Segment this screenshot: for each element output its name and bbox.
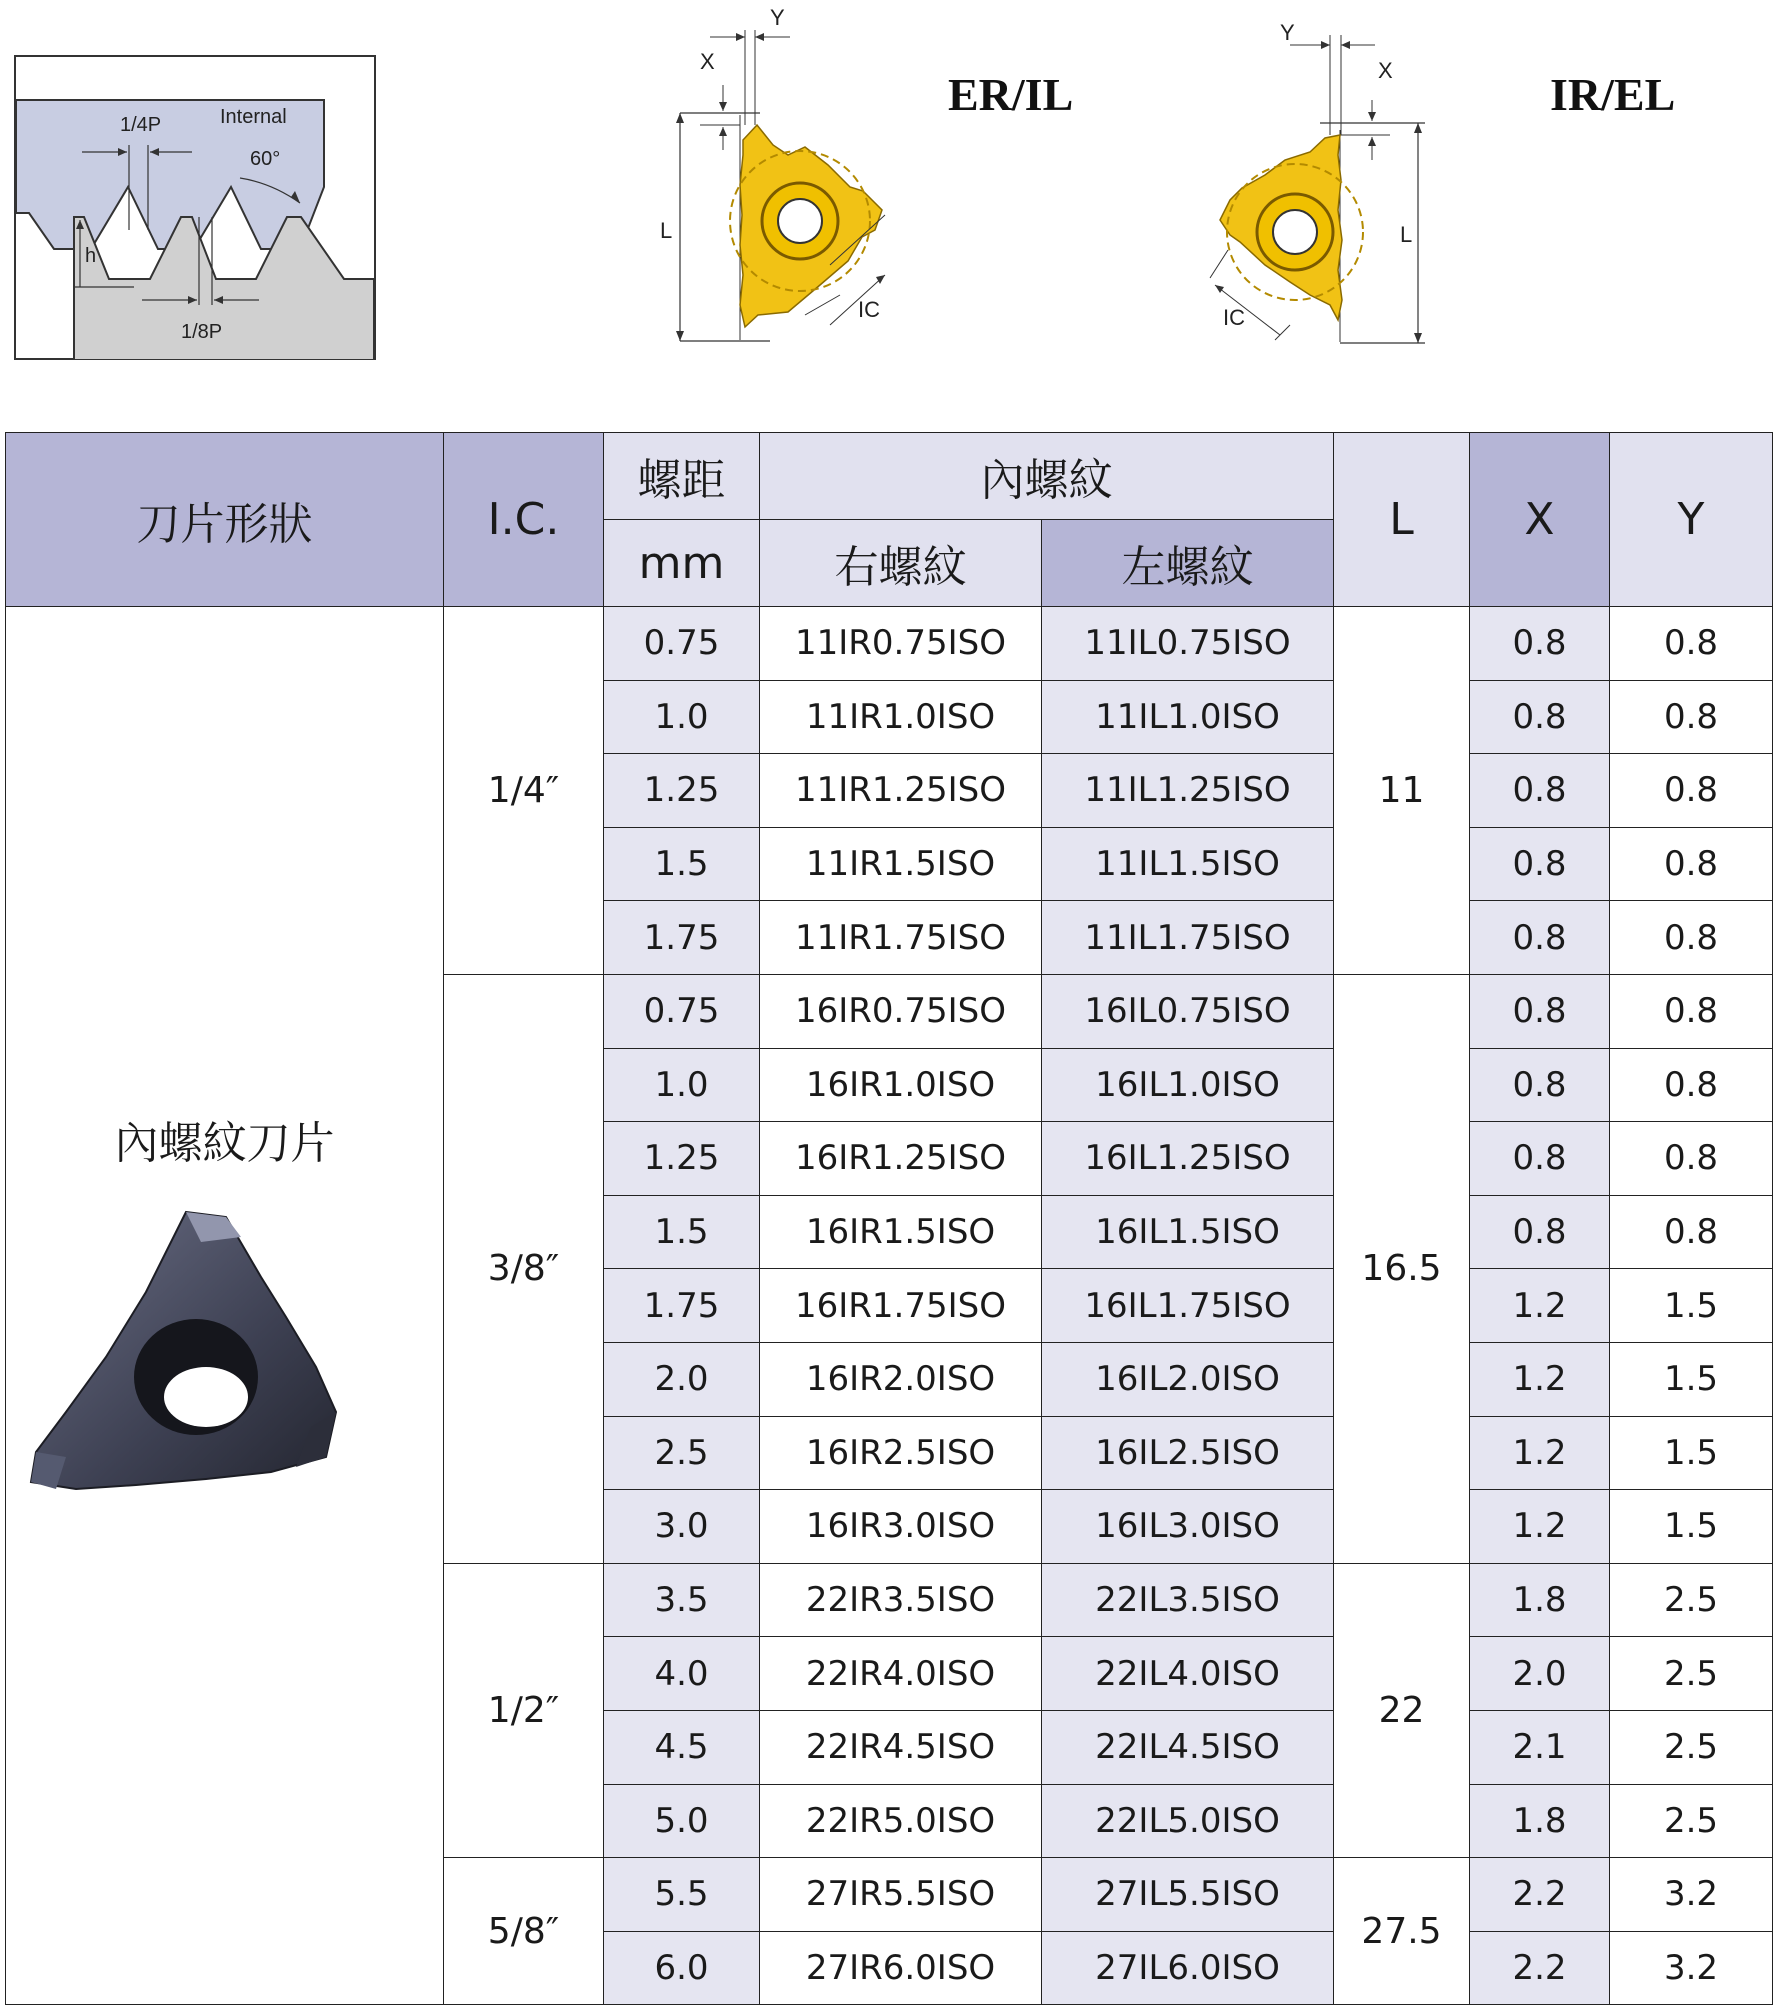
- y-cell: 0.8: [1610, 1048, 1773, 1122]
- left-thread-code: 22IL3.5ISO: [1042, 1563, 1334, 1637]
- quarter-pitch-label: 1/4P: [120, 114, 162, 136]
- right-thread-code: 11IR1.75ISO: [760, 901, 1042, 975]
- left-thread-code: 16IL0.75ISO: [1042, 974, 1334, 1048]
- header-shape: 刀片形狀: [6, 433, 444, 607]
- ir-el-l-label: L: [1400, 222, 1413, 247]
- right-thread-code: 27IR5.5ISO: [760, 1858, 1042, 1932]
- pitch-cell: 0.75: [604, 974, 760, 1048]
- y-cell: 1.5: [1610, 1490, 1773, 1564]
- pitch-cell: 4.5: [604, 1710, 760, 1784]
- er-il-heading: ER/IL: [948, 69, 1074, 120]
- pitch-cell: 1.0: [604, 680, 760, 754]
- internal-label: Internal: [220, 106, 287, 128]
- header-internal-thread: 內螺紋: [760, 433, 1334, 520]
- x-cell: 0.8: [1470, 1195, 1610, 1269]
- x-cell: 2.2: [1470, 1858, 1610, 1932]
- ic-cell: 1/4″: [444, 607, 604, 975]
- x-cell: 0.8: [1470, 827, 1610, 901]
- pitch-cell: 0.75: [604, 607, 760, 681]
- right-thread-code: 16IR3.0ISO: [760, 1490, 1042, 1564]
- left-thread-code: 11IL1.5ISO: [1042, 827, 1334, 901]
- pitch-cell: 5.0: [604, 1784, 760, 1858]
- pitch-cell: 1.75: [604, 1269, 760, 1343]
- left-thread-code: 22IL4.5ISO: [1042, 1710, 1334, 1784]
- right-thread-code: 16IR2.5ISO: [760, 1416, 1042, 1490]
- y-cell: 0.8: [1610, 1122, 1773, 1196]
- pitch-cell: 4.0: [604, 1637, 760, 1711]
- right-thread-code: 16IR0.75ISO: [760, 974, 1042, 1048]
- left-thread-code: 16IL1.5ISO: [1042, 1195, 1334, 1269]
- right-thread-code: 27IR6.0ISO: [760, 1931, 1042, 2005]
- thread-profile-diagram: [14, 55, 376, 360]
- x-cell: 0.8: [1470, 1122, 1610, 1196]
- header-left-thread: 左螺紋: [1042, 520, 1334, 607]
- header-right-thread: 右螺紋: [760, 520, 1042, 607]
- pitch-cell: 5.5: [604, 1858, 760, 1932]
- left-thread-code: 16IL1.0ISO: [1042, 1048, 1334, 1122]
- left-thread-code: 11IL1.75ISO: [1042, 901, 1334, 975]
- y-cell: 0.8: [1610, 1195, 1773, 1269]
- l-cell: 27.5: [1334, 1858, 1470, 2005]
- right-thread-code: 16IR1.0ISO: [760, 1048, 1042, 1122]
- left-thread-code: 11IL1.0ISO: [1042, 680, 1334, 754]
- ir-el-insert-diagram: [1160, 10, 1460, 360]
- left-thread-code: 16IL3.0ISO: [1042, 1490, 1334, 1564]
- x-cell: 1.2: [1470, 1269, 1610, 1343]
- left-thread-code: 22IL5.0ISO: [1042, 1784, 1334, 1858]
- pitch-cell: 2.5: [604, 1416, 760, 1490]
- ic-cell: 5/8″: [444, 1858, 604, 2005]
- x-cell: 2.0: [1470, 1637, 1610, 1711]
- ic-cell: 1/2″: [444, 1563, 604, 1857]
- pitch-cell: 1.25: [604, 1122, 760, 1196]
- right-thread-code: 16IR1.25ISO: [760, 1122, 1042, 1196]
- diagram-area: [0, 0, 1777, 420]
- right-thread-code: 22IR4.5ISO: [760, 1710, 1042, 1784]
- header-y: Y: [1610, 433, 1773, 607]
- table-body: [6, 607, 1773, 2005]
- y-cell: 1.5: [1610, 1342, 1773, 1416]
- y-cell: 3.2: [1610, 1858, 1773, 1932]
- pitch-cell: 6.0: [604, 1931, 760, 2005]
- right-thread-code: 11IR1.0ISO: [760, 680, 1042, 754]
- pitch-cell: 3.5: [604, 1563, 760, 1637]
- pitch-cell: 2.0: [604, 1342, 760, 1416]
- left-thread-code: 11IL0.75ISO: [1042, 607, 1334, 681]
- ir-el-heading: IR/EL: [1550, 69, 1676, 120]
- ir-el-ic-label: IC: [1223, 305, 1245, 330]
- angle-label: 60°: [250, 148, 281, 170]
- left-thread-code: 22IL4.0ISO: [1042, 1637, 1334, 1711]
- right-thread-code: 16IR2.0ISO: [760, 1342, 1042, 1416]
- y-cell: 2.5: [1610, 1710, 1773, 1784]
- x-cell: 1.8: [1470, 1563, 1610, 1637]
- er-il-x-label: X: [700, 49, 715, 74]
- er-il-ic-label: IC: [858, 297, 880, 322]
- l-cell: 11: [1334, 607, 1470, 975]
- x-cell: 1.8: [1470, 1784, 1610, 1858]
- ir-el-y-label: Y: [1280, 20, 1295, 45]
- height-label: h: [85, 245, 97, 267]
- y-cell: 3.2: [1610, 1931, 1773, 2005]
- x-cell: 0.8: [1470, 901, 1610, 975]
- right-thread-code: 16IR1.75ISO: [760, 1269, 1042, 1343]
- right-thread-code: 11IR1.5ISO: [760, 827, 1042, 901]
- y-cell: 0.8: [1610, 974, 1773, 1048]
- x-cell: 0.8: [1470, 680, 1610, 754]
- pitch-cell: 1.5: [604, 1195, 760, 1269]
- er-il-insert-diagram: [660, 5, 960, 355]
- eighth-pitch-label: 1/8P: [181, 321, 223, 343]
- y-cell: 0.8: [1610, 754, 1773, 828]
- x-cell: 2.2: [1470, 1931, 1610, 2005]
- y-cell: 1.5: [1610, 1269, 1773, 1343]
- shape-label: 內螺紋刀片: [114, 1118, 335, 1169]
- y-cell: 0.8: [1610, 607, 1773, 681]
- er-il-l-label: L: [660, 218, 673, 243]
- x-cell: 0.8: [1470, 974, 1610, 1048]
- pitch-cell: 1.75: [604, 901, 760, 975]
- ic-cell: 3/8″: [444, 974, 604, 1563]
- x-cell: 0.8: [1470, 607, 1610, 681]
- pitch-cell: 1.25: [604, 754, 760, 828]
- x-cell: 0.8: [1470, 1048, 1610, 1122]
- x-cell: 1.2: [1470, 1342, 1610, 1416]
- l-cell: 16.5: [1334, 974, 1470, 1563]
- left-thread-code: 16IL1.25ISO: [1042, 1122, 1334, 1196]
- y-cell: 2.5: [1610, 1784, 1773, 1858]
- right-thread-code: 22IR4.0ISO: [760, 1637, 1042, 1711]
- x-cell: 2.1: [1470, 1710, 1610, 1784]
- y-cell: 1.5: [1610, 1416, 1773, 1490]
- left-thread-code: 16IL2.5ISO: [1042, 1416, 1334, 1490]
- y-cell: 0.8: [1610, 680, 1773, 754]
- right-thread-code: 22IR3.5ISO: [760, 1563, 1042, 1637]
- header-l: L: [1334, 433, 1470, 607]
- left-thread-code: 27IL6.0ISO: [1042, 1931, 1334, 2005]
- header-x: X: [1470, 433, 1610, 607]
- left-thread-code: 16IL1.75ISO: [1042, 1269, 1334, 1343]
- y-cell: 2.5: [1610, 1563, 1773, 1637]
- header-ic: I.C.: [444, 433, 604, 607]
- pitch-cell: 3.0: [604, 1490, 760, 1564]
- right-thread-code: 11IR0.75ISO: [760, 607, 1042, 681]
- ir-el-x-label: X: [1378, 58, 1393, 83]
- pitch-cell: 1.0: [604, 1048, 760, 1122]
- right-thread-code: 22IR5.0ISO: [760, 1784, 1042, 1858]
- left-thread-code: 16IL2.0ISO: [1042, 1342, 1334, 1416]
- table-row: [6, 607, 1773, 681]
- x-cell: 0.8: [1470, 754, 1610, 828]
- right-thread-code: 11IR1.25ISO: [760, 754, 1042, 828]
- l-cell: 22: [1334, 1563, 1470, 1857]
- left-thread-code: 27IL5.5ISO: [1042, 1858, 1334, 1932]
- header-pitch-unit: mm: [604, 520, 760, 607]
- x-cell: 1.2: [1470, 1490, 1610, 1564]
- y-cell: 0.8: [1610, 827, 1773, 901]
- er-il-y-label: Y: [770, 5, 785, 30]
- left-thread-code: 11IL1.25ISO: [1042, 754, 1334, 828]
- pitch-cell: 1.5: [604, 827, 760, 901]
- y-cell: 2.5: [1610, 1637, 1773, 1711]
- x-cell: 1.2: [1470, 1416, 1610, 1490]
- insert-spec-table: [5, 432, 1773, 2005]
- shape-cell: [6, 607, 444, 2005]
- insert-photo: [26, 1197, 406, 1497]
- y-cell: 0.8: [1610, 901, 1773, 975]
- header-pitch: 螺距: [604, 433, 760, 520]
- right-thread-code: 16IR1.5ISO: [760, 1195, 1042, 1269]
